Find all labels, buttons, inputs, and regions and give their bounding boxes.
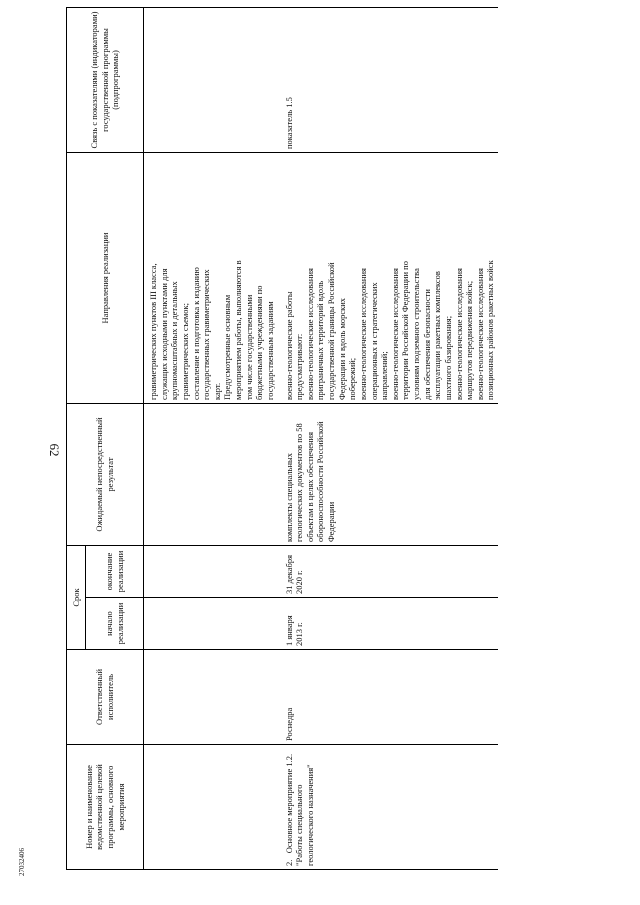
cell-empty <box>144 404 278 546</box>
header-result: Ожидаемый непосредственный результат <box>67 404 144 546</box>
cell-empty <box>144 598 278 650</box>
directions-line: для обеспечения безопасности <box>421 289 432 400</box>
program-table-frame <box>66 8 626 870</box>
directions-line: военно-геологические исследования <box>474 268 485 400</box>
directions-line: том числе государственными <box>243 294 254 400</box>
directions-line: государственным заданиям <box>264 301 275 400</box>
page-number: 62 <box>47 443 62 457</box>
program-activities-table <box>66 7 498 870</box>
directions-line: приграничных территорий вдоль <box>315 280 326 400</box>
directions-line: военно-геологические исследования <box>453 268 464 400</box>
row-name: Основное мероприятие 1.2. "Работы специального геологического назначения" <box>283 753 315 866</box>
header-directions: Направления реализации <box>67 153 144 404</box>
directions-line: государственных гравиметрических <box>201 269 212 400</box>
header-executor: Ответственный исполнитель <box>67 650 144 745</box>
directions-line: крупномасштабных и детальных <box>169 281 180 400</box>
table-row-continuation <box>144 8 278 870</box>
directions-line: шахтного базирования; <box>442 315 453 400</box>
directions-line: военно-геологические исследования <box>304 268 315 400</box>
directions-line: служащих исходными пунктами для <box>158 268 169 400</box>
document-code: 27032406 <box>18 848 26 876</box>
directions-line: предусматривают: <box>294 333 305 400</box>
directions-line: мероприятием работы, выполняются в <box>233 260 243 400</box>
directions-line: гравиметрических пунктов III класса, <box>148 263 158 400</box>
cell-end: 31 декабря 2020 г. <box>278 546 499 598</box>
directions-line: побережий; <box>347 357 358 400</box>
cell-executor: Роснедра <box>278 650 499 745</box>
row-number: 2. <box>283 859 294 866</box>
header-number-name: Номер и наименование ведомственной целевой программы, основного мероприятия <box>67 745 144 870</box>
directions-line: карт. <box>211 382 222 400</box>
header-term: Срок <box>67 546 86 650</box>
directions-line: направлений; <box>379 351 390 400</box>
directions-line: государственной границы Российской <box>326 262 336 400</box>
directions-line: территории Российской Федерации по <box>400 261 411 400</box>
directions-line: гравиметрических съемок; <box>179 303 190 400</box>
directions-line: составление и подготовка к изданию <box>190 267 201 400</box>
table-row <box>278 8 499 870</box>
header-start: начало реализации <box>86 598 144 650</box>
cell-empty <box>144 650 278 745</box>
cell-number-name <box>278 745 499 870</box>
cell-directions <box>278 153 499 404</box>
header-link: Связь с показателями (индикаторами) государственной программы (подпрограммы) <box>67 8 144 153</box>
directions-line: условиям подземного строительства <box>411 268 421 400</box>
cell-empty <box>144 745 278 870</box>
directions-line: военно-геологические работы <box>283 291 294 400</box>
cell-directions-continuation <box>144 153 278 404</box>
directions-line: Федерации и вдоль морских <box>336 297 347 400</box>
header-end: окончание реализации <box>86 546 144 598</box>
directions-line: военно-геологические исследования <box>357 268 368 400</box>
directions-line: военно-геологические исследования <box>389 268 400 400</box>
directions-line: операционных и стратегических <box>368 282 379 400</box>
cell-result: комплекты специальных геологических документов по 58 объектам в целях обеспечения обороноспособности Российской Федерации <box>278 404 499 546</box>
directions-line: эксплуатации ракетных комплексов <box>432 271 443 400</box>
cell-start: 1 января 2013 г. <box>278 598 499 650</box>
cell-empty <box>144 546 278 598</box>
cell-link: показатель 1.5 <box>278 8 499 153</box>
directions-line: Предусмотренные основным <box>222 294 233 400</box>
cell-empty <box>144 8 278 153</box>
directions-line: маршрутов передвижения войск; <box>464 280 475 400</box>
rotated-table-wrapper <box>66 8 626 870</box>
directions-line: бюджетными учреждениями по <box>254 285 265 400</box>
directions-line: позиционных районов ракетных войск <box>485 260 496 400</box>
